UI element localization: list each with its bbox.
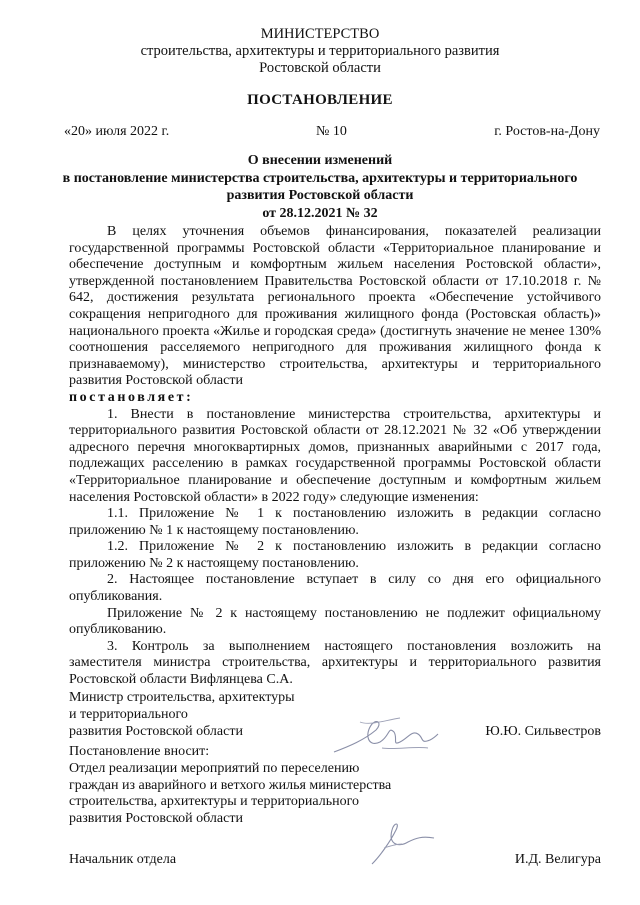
- head-name: И.Д. Велигура: [514, 852, 601, 867]
- resolves-word: постановляет:: [69, 389, 194, 405]
- item-2-note: Приложение № 2 к настоящему постановлению не подлежит официальному опубликованию.: [69, 605, 601, 638]
- ministry-subtitle: строительства, архитектуры и территориального развития: [140, 43, 500, 59]
- item-3: 3. Контроль за выполнением настоящего постановления возложить на заместителя министра строительства, архитектуры и территориального развития Ростовской области Вифлянцева С.А.: [69, 638, 601, 688]
- ministry-region: Ростовской области: [259, 60, 381, 76]
- minister-title-line-2: и территориального: [69, 706, 188, 722]
- document-number: № 10: [316, 124, 347, 139]
- document-title: [0, 152, 640, 222]
- title-line-4: от 28.12.2021 № 32: [262, 205, 378, 221]
- dept-line-4: развития Ростовской области: [69, 811, 243, 827]
- minister-title-line-3: развития Ростовской области: [69, 723, 243, 739]
- item-1: 1. Внести в постановление министерства строительства, архитектуры и территориального развития Ростовской области от 28.12.2021 № 32 «Об утверждении адресного перечня многоквартирных домов, признанных аварийными с 2017 года, подлежащих расселению в рамках государственной программы Ростовской области «Территориальное планирование и обеспечение доступным и комфортным жильем населения Ростовской области» в 2022 году» следующие изменения:: [69, 406, 601, 505]
- head-signature-block: [69, 852, 601, 868]
- head-title: Начальник отдела: [69, 852, 177, 867]
- dept-line-2: граждан из аварийного и ветхого жилья министерства: [69, 777, 392, 793]
- introduced-by-label: Постановление вносит:: [69, 744, 210, 759]
- preamble-paragraph: В целях уточнения объемов финансирования, показателей реализации государственной программы Ростовской области «Территориальное планирование и обеспечение доступным и комфортным жильем населения Ростовской области», утвержденной постановлением Правительства Ростовской области от 17.10.2018 г. № 642, достижения результата регионального проекта «Обеспечение устойчивого сокращения непригодного для проживания жилищного фонда (Ростовская область)» национального проекта «Жилье и городская среда» (достигнуть значение не менее 130% соотношения расселяемого непригодного для проживания жилищного фонда к признаваемому), министерство строительства, архитектуры и территориального развития Ростовской области: [69, 224, 601, 389]
- introduced-by-block: [69, 744, 469, 828]
- item-2: 2. Настоящее постановление вступает в силу со дня его официального опубликования.: [69, 572, 601, 605]
- item-1-2: 1.2. Приложение № 2 к постановлению изложить в редакции согласно приложению № 2 к настоящему постановлению.: [69, 539, 601, 571]
- minister-name: Ю.Ю. Сильвестров: [485, 723, 601, 739]
- minister-title-line-1: Министр строительства, архитектуры: [69, 690, 295, 705]
- dept-line-1: Отдел реализации мероприятий по переселению: [69, 760, 360, 776]
- title-line-2: в постановление министерства строительства, архитектуры и территориального: [62, 170, 578, 186]
- ministry-header: [0, 26, 640, 77]
- title-line-3: развития Ростовской области: [226, 188, 414, 203]
- document-body: [69, 224, 601, 689]
- item-1-1: 1.1. Приложение № 1 к постановлению изложить в редакции согласно приложению № 1 к настоящему постановлению.: [69, 506, 601, 538]
- document-type: ПОСТАНОВЛЕНИЕ: [247, 92, 393, 108]
- title-line-1: О внесении изменений: [247, 153, 393, 168]
- dept-line-3: строительства, архитектуры и территориального: [69, 794, 360, 810]
- document-city: г. Ростов-на-Дону: [494, 124, 600, 139]
- document-date: «20» июля 2022 г.: [64, 124, 170, 139]
- ministry-name: МИНИСТЕРСТВО: [260, 26, 380, 42]
